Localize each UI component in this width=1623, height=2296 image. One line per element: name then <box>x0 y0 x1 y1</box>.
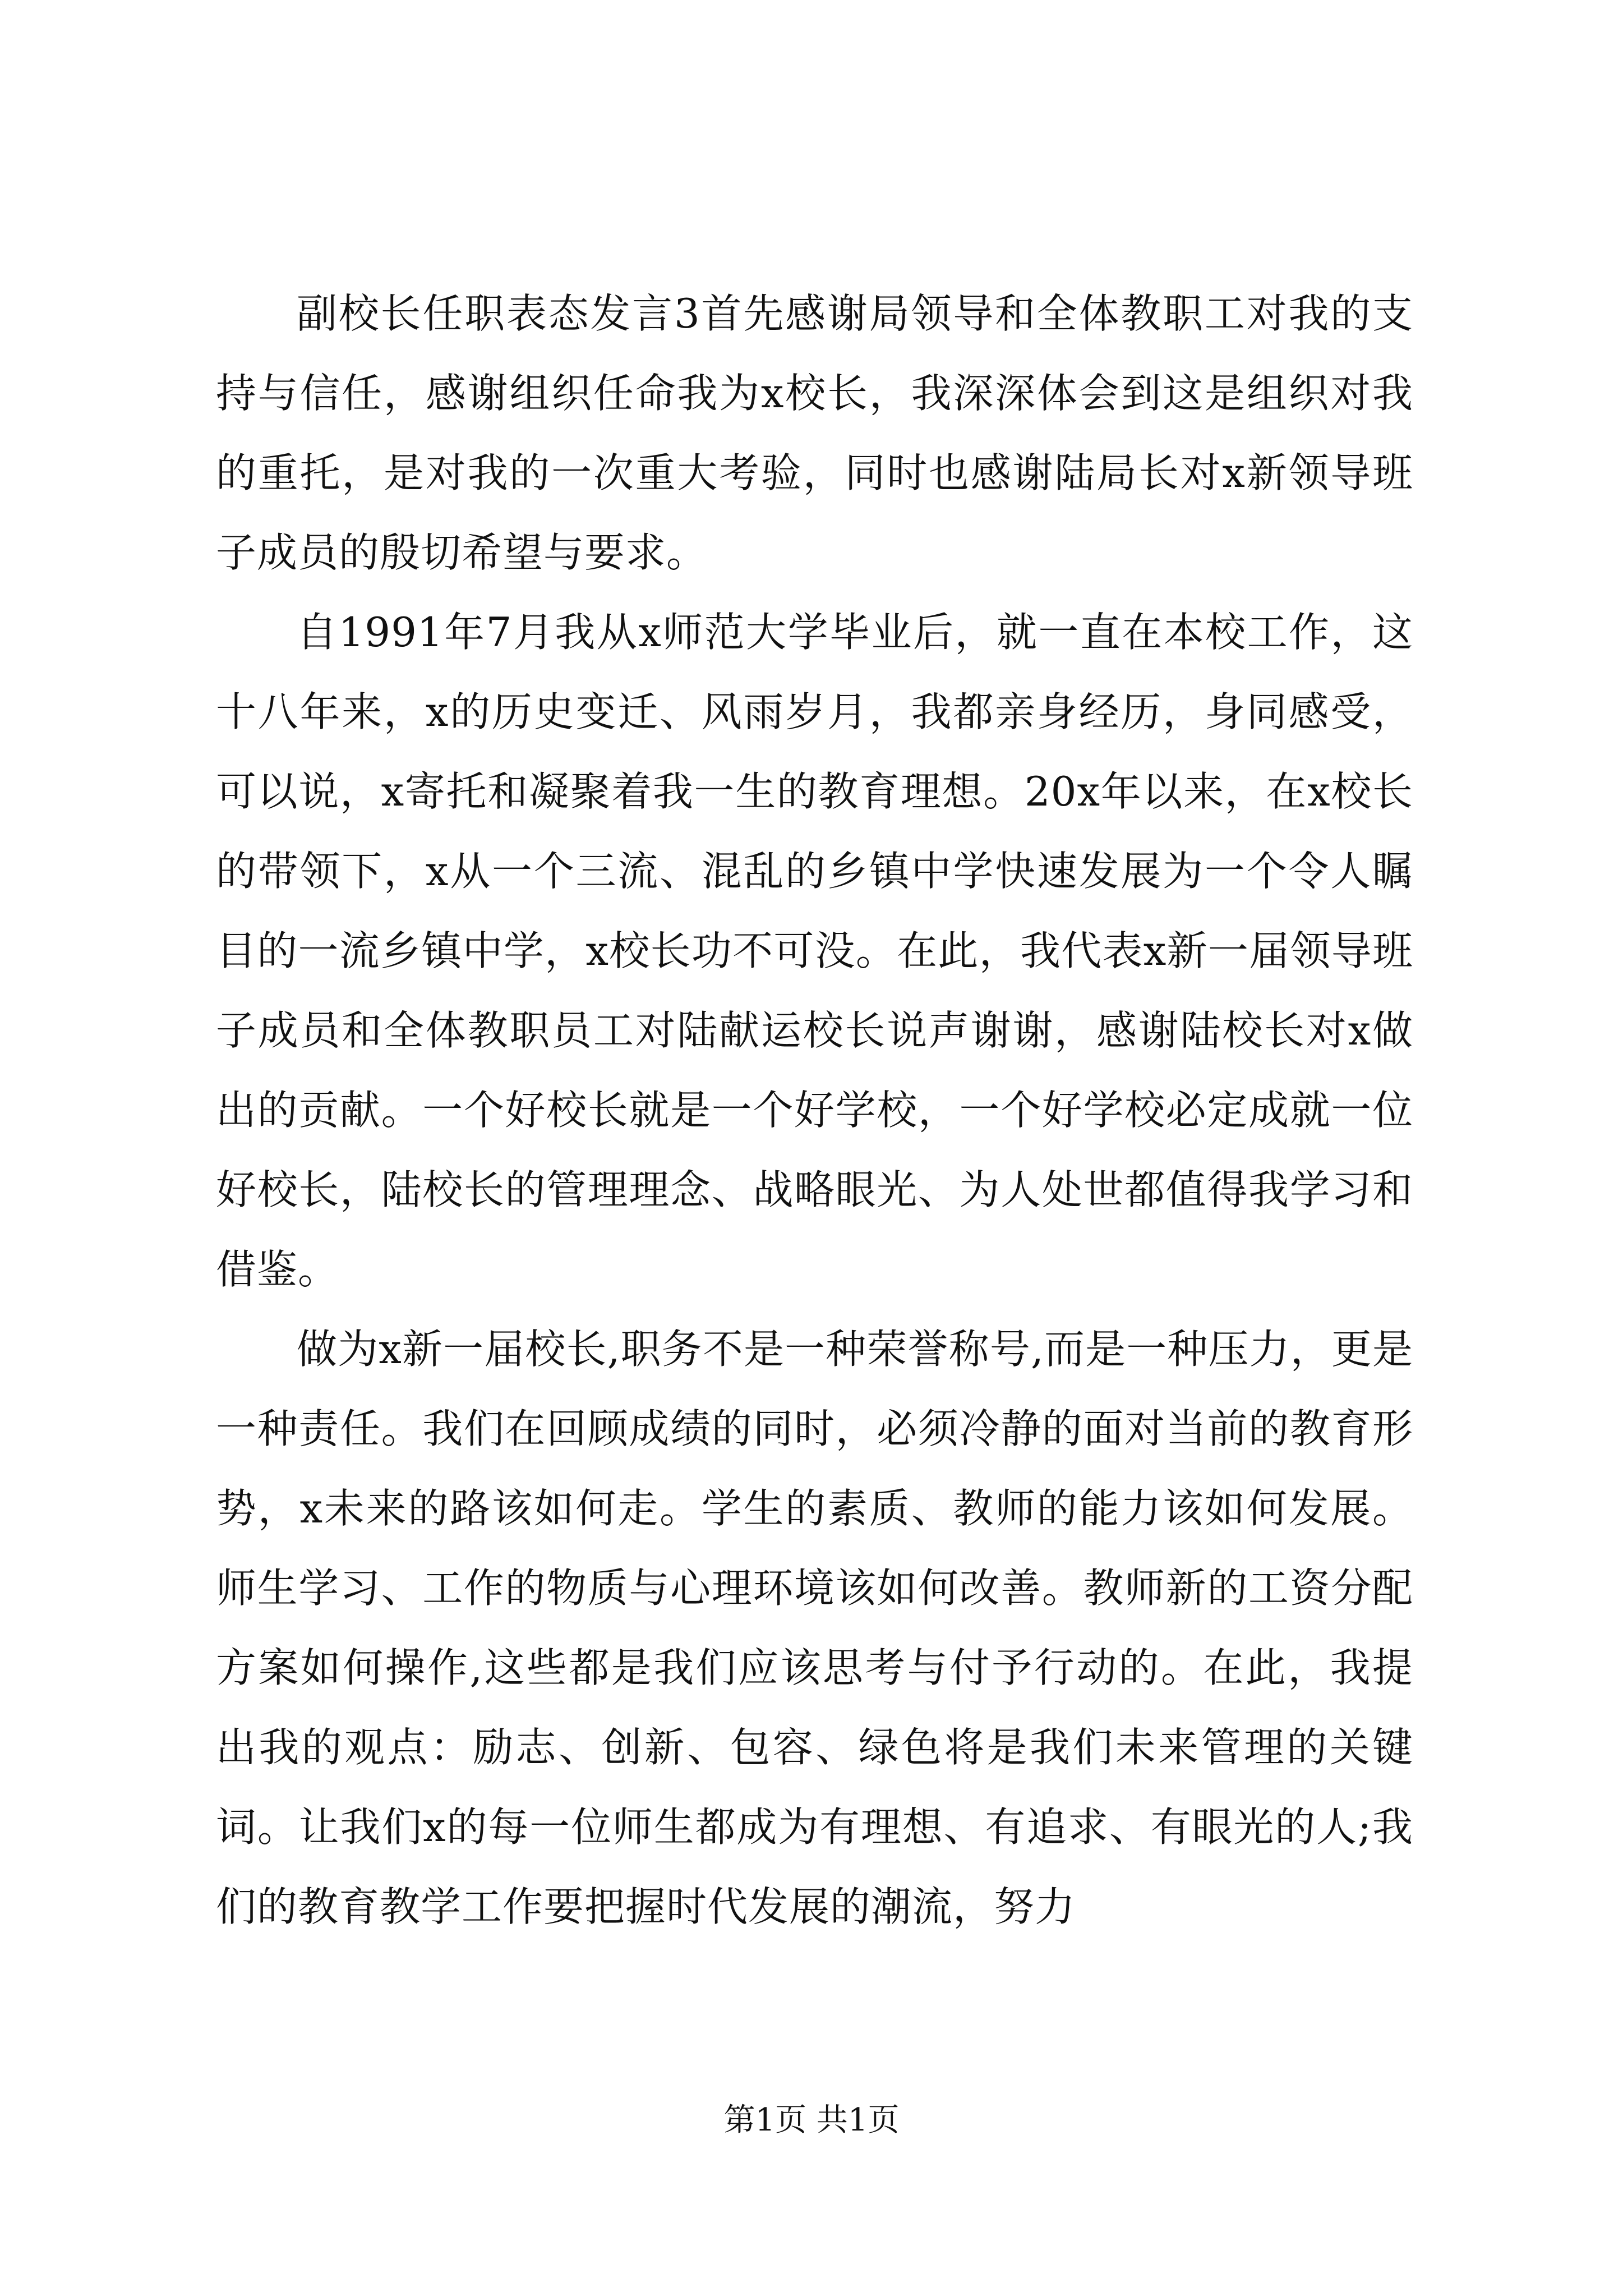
paragraph-2: 自1991年7月我从x师范大学毕业后，就一直在本校工作，这十八年来，x的历史变迁、风雨岁月，我都亲身经历，身同感受，可以说，x寄托和凝聚着我一生的教育理想。20x年以来，在x校长的带领下，x从一个三流、混乱的乡镇中学快速发展为一个令人瞩目的一流乡镇中学，x校长功不可没。在此，我代表x新一届领导班子成员和全体教职员工对陆献运校长说声谢谢，感谢陆校长对x做出的贡献。一个好校长就是一个好学校，一个好学校必定成就一位好校长，陆校长的管理理念、战略眼光、为人处世都值得我学习和借鉴。 <box>216 609 1413 1293</box>
paragraph-1: 副校长任职表态发言3首先感谢局领导和全体教职工对我的支持与信任，感谢组织任命我为x校长，我深深体会到这是组织对我的重托，是对我的一次重大考验，同时也感谢陆局长对x新领导班子成员的殷切希望与要求。 <box>216 290 1413 576</box>
document-body <box>216 274 1413 1947</box>
page-footer: 第1页 共1页 <box>723 2102 900 2138</box>
paragraph-3: 做为x新一届校长,职务不是一种荣誉称号,而是一种压力，更是一种责任。我们在回顾成绩的同时，必须冷静的面对当前的教育形势，x未来的路该如何走。学生的素质、教师的能力该如何发展。师生学习、工作的物质与心理环境该如何改善。教师新的工资分配方案如何操作,这些都是我们应该思考与付予行动的。在此，我提出我的观点：励志、创新、包容、绿色将是我们未来管理的关键词。让我们x的每一位师生都成为有理想、有追求、有眼光的人;我们的教育教学工作要把握时代发展的潮流，努力 <box>216 1326 1413 1930</box>
